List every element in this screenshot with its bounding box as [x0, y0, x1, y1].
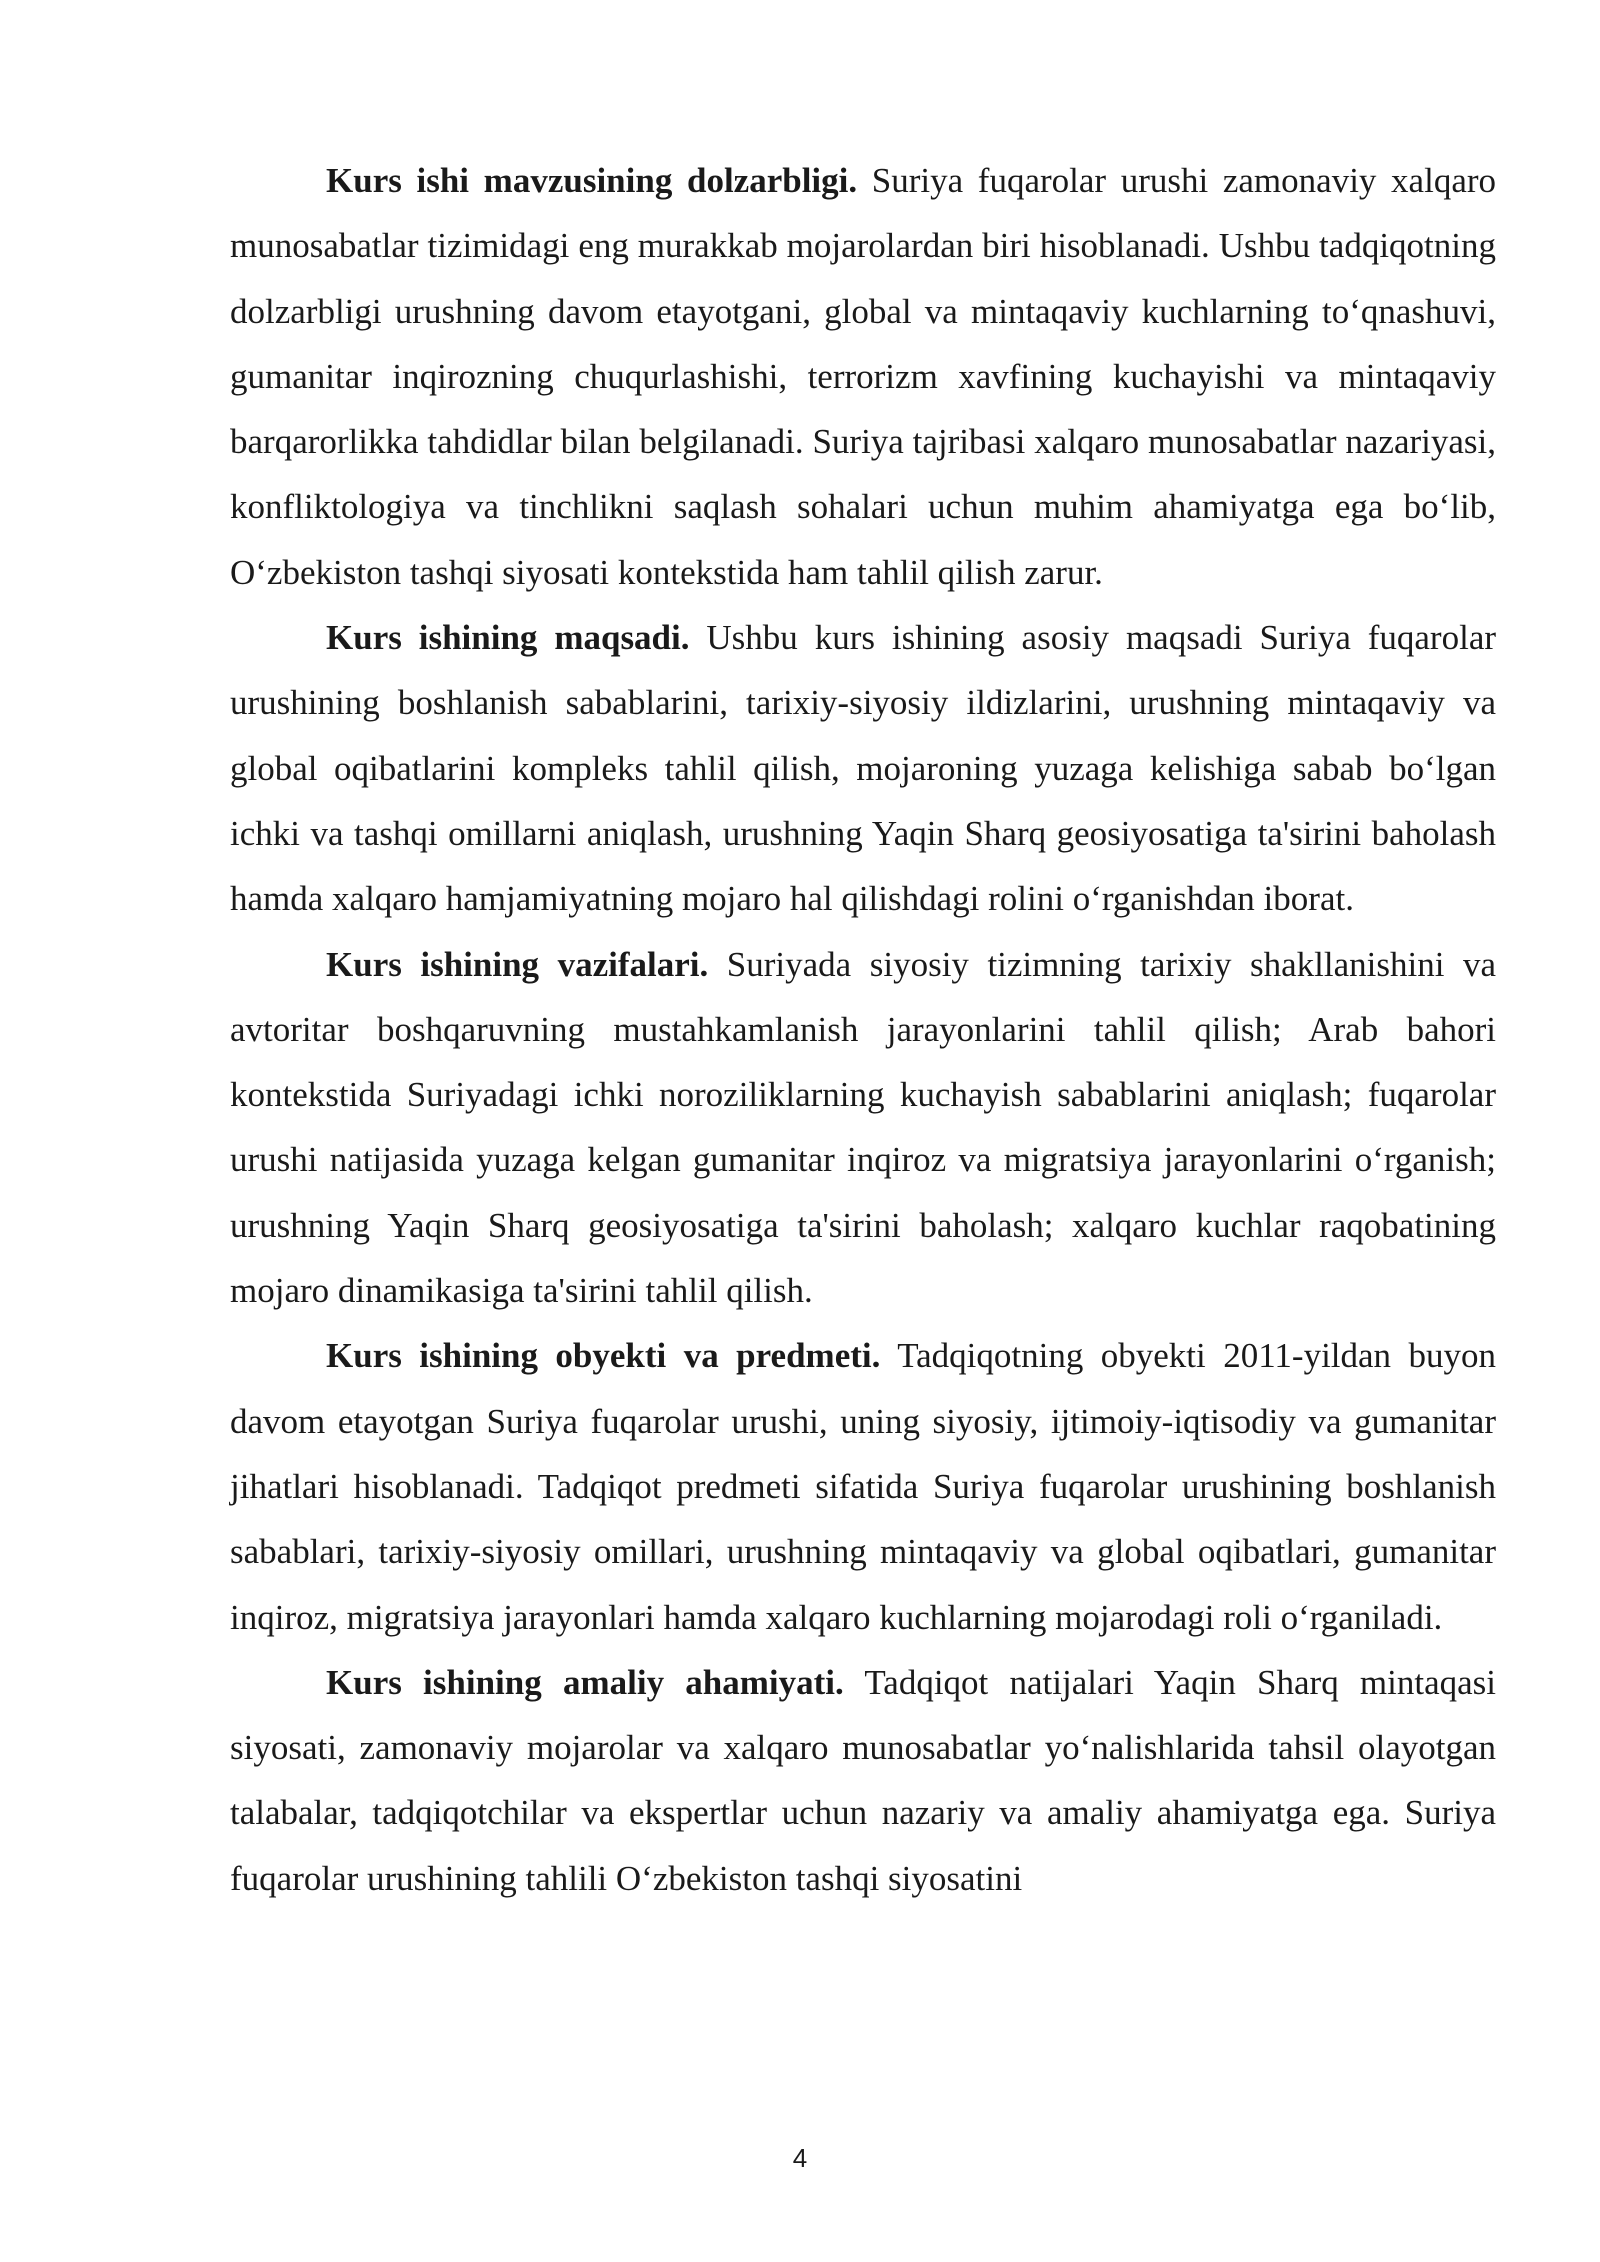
paragraph-heading: Kurs ishi mavzusining dolzarbligi. — [326, 161, 858, 200]
paragraph-heading: Kurs ishining vazifalari. — [326, 944, 709, 984]
paragraph-body: Tadqiqot natijalari Yaqin Sharq mintaqasi siyosati, zamonaviy mojarolar va xalqaro munosabatlar yo‘nalishlarida tahsil olayotgan talabalar, tadqiqotchilar va ekspertlar uchun nazariy va amaliy ahamiyatga ega. Suriya fuqarolar urushining tahlili O‘zbekiston tashqi siyosatini — [230, 1662, 1496, 1898]
paragraph-body: Tadqiqotning obyekti 2011-yildan buyon davom etayotgan Suriya fuqarolar urushi, uning siyosiy, ijtimoiy-iqtisodiy va gumanitar jihatlari hisoblanadi. Tadqiqot predmeti sifatida Suriya fuqarolar urushining boshlanish sabablari, tarixiy-siyosiy omillari, urushning mintaqaviy va global oqibatlari, gumanitar inqiroz, migratsiya jarayonlari hamda xalqaro kuchlarning mojarodagi roli o‘rganiladi. — [230, 1336, 1496, 1637]
paragraph-goal — [230, 605, 1496, 931]
paragraph-body: Suriyada siyosiy tizimning tarixiy shakllanishini va avtoritar boshqaruvning mustahkamlanish jarayonlarini tahlil qilish; Arab bahori kontekstida Suriyadagi ichki noroziliklarning kuchayish sabablarini aniqlash; fuqarolar urushi natijasida yuzaga kelgan gumanitar inqiroz va migratsiya jarayonlarini o‘rganish; urushning Yaqin Sharq geosiyosatiga ta'sirini baholash; xalqaro kuchlar raqobatining mojaro dinamikasiga ta'sirini tahlil qilish. — [230, 944, 1497, 1311]
paragraph-practical-significance — [230, 1650, 1496, 1911]
paragraph-object-subject — [230, 1323, 1496, 1649]
page-number: 4 — [792, 2143, 808, 2173]
paragraph-tasks — [230, 932, 1496, 1324]
paragraph-relevance — [230, 148, 1496, 605]
document-page — [230, 148, 1496, 1911]
paragraph-heading: Kurs ishining obyekti va predmeti. — [326, 1336, 881, 1376]
paragraph-body: Suriya fuqarolar urushi zamonaviy xalqaro munosabatlar tizimidagi eng murakkab mojarolardan biri hisoblanadi. Ushbu tadqiqotning dolzarbligi urushning davom etayotgani, global va mintaqaviy kuchlarning to‘qnashuvi, gumanitar inqirozning chuqurlashishi, terrorizm xavfining kuchayishi va mintaqaviy barqarorlikka tahdidlar bilan belgilanadi. Suriya tajribasi xalqaro munosabatlar nazariyasi, konfliktologiya va tinchlikni saqlash sohalari uchun muhim ahamiyatga ega bo‘lib, O‘zbekiston tashqi siyosati kontekstida ham tahlil qilish zarur. — [230, 161, 1497, 592]
paragraph-body: Ushbu kurs ishining asosiy maqsadi Suriya fuqarolar urushining boshlanish sabablarini, tarixiy-siyosiy ildizlarini, urushning mintaqaviy va global oqibatlarini kompleks tahlil qilish, mojaroning yuzaga kelishiga sabab bo‘lgan ichki va tashqi omillarni aniqlash, urushning Yaqin Sharq geosiyosatiga ta'sirini baholash hamda xalqaro hamjamiyatning mojaro hal qilishdagi rolini o‘rganishdan iborat. — [230, 618, 1497, 919]
paragraph-heading: Kurs ishining amaliy ahamiyati. — [326, 1662, 844, 1702]
paragraph-heading: Kurs ishining maqsadi. — [326, 618, 690, 658]
